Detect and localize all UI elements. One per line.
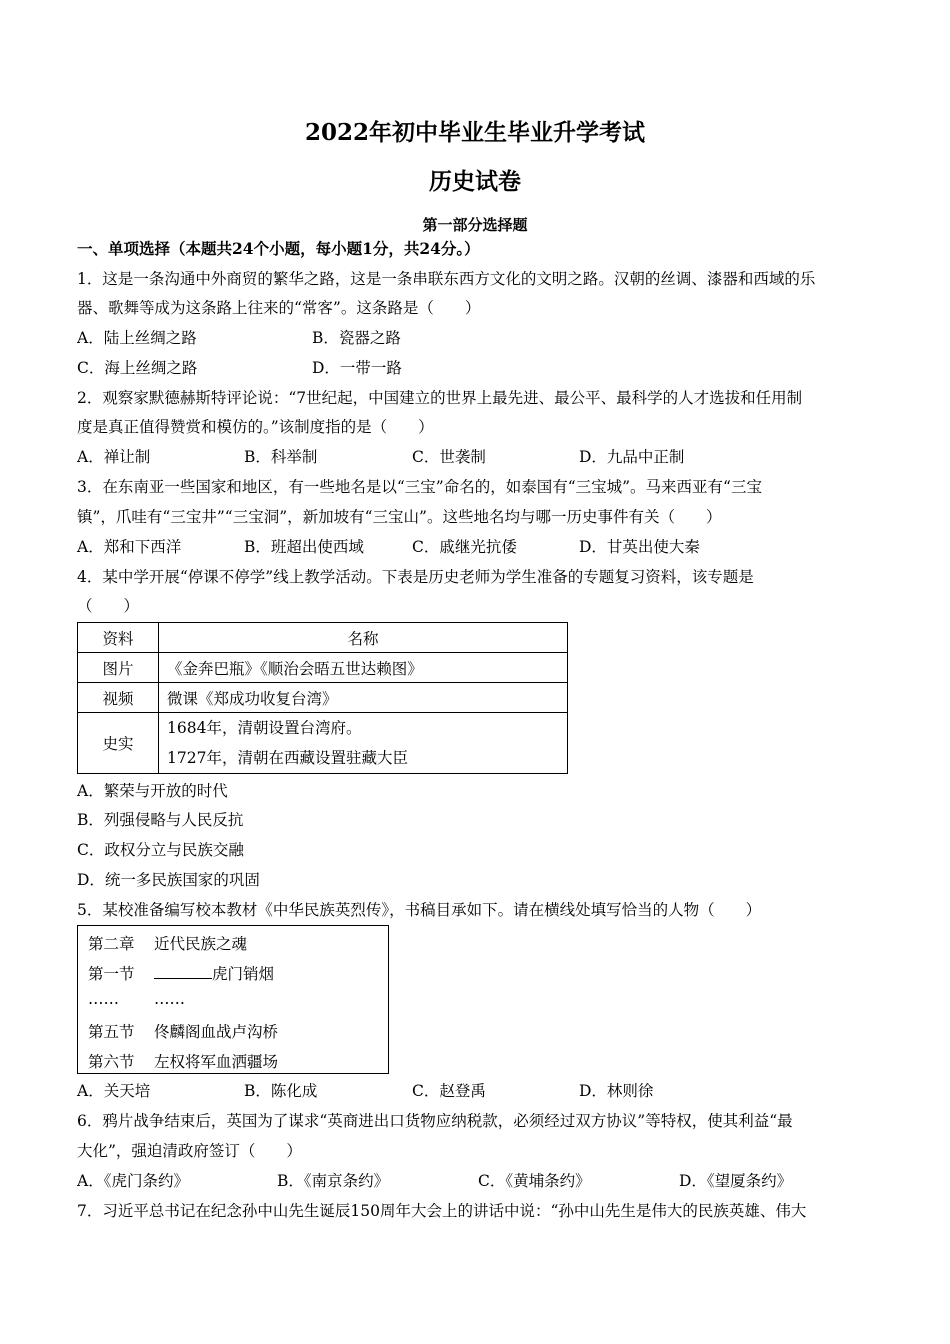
question-3-option-c: C．戚继光抗倭 bbox=[412, 538, 517, 556]
exam-title: 2022年初中毕业生毕业升学考试 bbox=[304, 119, 645, 146]
question-5-option-d: D．林则徐 bbox=[579, 1082, 654, 1100]
question-2-option-c: C．世袭制 bbox=[412, 448, 486, 466]
question-3-line-1: 3．在东南亚一些国家和地区，有一些地名是以“三宝”命名的，如泰国有“三宝城”。马来西亚有“三宝 bbox=[77, 478, 762, 496]
table-row bbox=[78, 623, 568, 653]
outline-row bbox=[88, 990, 185, 1008]
question-2-option-d: D．九品中正制 bbox=[579, 448, 685, 466]
table-row bbox=[78, 653, 568, 683]
table-cell-line: 1727年，清朝在西藏设置驻藏大臣 bbox=[167, 749, 408, 767]
table-cell bbox=[159, 713, 568, 774]
question-1-option-b: B．瓷器之路 bbox=[312, 329, 401, 347]
table-header-cell: 名称 bbox=[159, 623, 568, 653]
question-5-option-b: B．陈化成 bbox=[244, 1082, 318, 1100]
question-1-option-c: C．海上丝绸之路 bbox=[77, 359, 198, 377]
question-2-line-2: 度是真正值得赞赏和模仿的。”该制度指的是（ ） bbox=[77, 418, 434, 436]
table-cell: 视频 bbox=[78, 683, 159, 713]
question-4-line-1: 4．某中学开展“停课不停学”线上教学活动。下表是历史老师为学生准备的专题复习资料，该专题是 bbox=[77, 568, 754, 586]
table-cell-line: 1684年，清朝设置台湾府。 bbox=[167, 719, 362, 737]
table-cell: 图片 bbox=[78, 653, 159, 683]
question-6-option-a: A．《虎门条约》 bbox=[77, 1172, 189, 1190]
exam-subtitle: 历史试卷 bbox=[429, 168, 521, 195]
question-2-option-b: B．科举制 bbox=[244, 448, 318, 466]
outline-label: …… bbox=[88, 990, 119, 1008]
question-2-line-1: 2．观察家默德赫斯特评论说：“7世纪起，中国建立的世界上最先进、最公平、最科学的人才选拔和任用制 bbox=[77, 389, 803, 407]
question-3-option-b: B．班超出使西域 bbox=[244, 538, 364, 556]
outline-label: 第一节 bbox=[88, 965, 135, 983]
question-4-option-d: D．统一多民族国家的巩固 bbox=[77, 871, 260, 889]
section-heading: 一、单项选择（本题共24个小题，每小题1分，共24分。） bbox=[77, 239, 480, 258]
outline-label: 第二章 bbox=[88, 935, 135, 953]
outline-text: 佟麟阁血战卢沟桥 bbox=[154, 1023, 279, 1041]
outline-label: 第五节 bbox=[88, 1023, 135, 1041]
question-4-option-b: B．列强侵略与人民反抗 bbox=[77, 811, 244, 829]
question-2-option-a: A．禅让制 bbox=[77, 448, 151, 466]
outline-label: 第六节 bbox=[88, 1053, 135, 1071]
table-row bbox=[78, 683, 568, 713]
question-3-option-d: D．甘英出使大秦 bbox=[579, 538, 700, 556]
outline-row bbox=[88, 932, 248, 954]
question-6-line-1: 6．鸦片战争结束后，英国为了谋求“英商进出口货物应纳税款，必须经过双方协议”等特权，使其利益“最 bbox=[77, 1112, 793, 1130]
question-7-line-1: 7．习近平总书记在纪念孙中山先生诞辰150周年大会上的讲话中说：“孙中山先生是伟大的民族英雄、伟大 bbox=[77, 1202, 807, 1220]
question-6-option-d: D．《望厦条约》 bbox=[679, 1172, 793, 1190]
question-4-option-a: A．繁荣与开放的时代 bbox=[77, 782, 228, 800]
question-4-option-c: C．政权分立与民族交融 bbox=[77, 841, 244, 859]
outline-text-with-blank bbox=[154, 962, 274, 984]
table-cell: 微课《郑成功收复台湾》 bbox=[159, 683, 568, 713]
question-6-option-b: B．《南京条约》 bbox=[277, 1172, 390, 1190]
table-cell: 史实 bbox=[78, 713, 159, 774]
review-material-table bbox=[77, 622, 568, 774]
question-1-line-2: 器、歌舞等成为这条路上往来的“常客”。这条路是（ ） bbox=[77, 299, 481, 317]
book-outline-box bbox=[77, 925, 389, 1074]
question-1-line-1: 1．这是一条沟通中外商贸的繁华之路，这是一条串联东西方文化的文明之路。汉朝的丝调、漆器和西域的乐 bbox=[77, 270, 816, 288]
outline-row bbox=[88, 962, 275, 984]
question-4-line-2: （ ） bbox=[77, 597, 140, 615]
question-3-line-2: 镇”，爪哇有“三宝井”“三宝洞”，新加坡有“三宝山”。这些地名均与哪一历史事件有关（ ） bbox=[77, 508, 722, 526]
question-1-option-d: D．一带一路 bbox=[312, 359, 402, 377]
part-heading: 第一部分选择题 bbox=[422, 216, 528, 234]
question-3-option-a: A．郑和下西洋 bbox=[77, 538, 182, 556]
outline-text: 近代民族之魂 bbox=[154, 935, 248, 953]
question-5-option-c: C．赵登禹 bbox=[412, 1082, 486, 1100]
question-6-option-c: C．《黄埔条约》 bbox=[478, 1172, 591, 1190]
table-header-cell: 资料 bbox=[78, 623, 159, 653]
fill-blank bbox=[154, 964, 212, 979]
outline-row bbox=[88, 1050, 279, 1072]
table-row bbox=[78, 713, 568, 774]
outline-text: 左权将军血洒疆场 bbox=[154, 1053, 279, 1071]
question-1-option-a: A．陆上丝绸之路 bbox=[77, 329, 197, 347]
outline-text: …… bbox=[154, 990, 185, 1008]
question-6-line-2: 大化”，强迫清政府签订（ ） bbox=[77, 1142, 302, 1160]
question-5-option-a: A．关天培 bbox=[77, 1082, 151, 1100]
question-5-line-1: 5．某校准备编写校本教材《中华民族英烈传》，书稿目承如下。请在横线处填写恰当的人物（ ） bbox=[77, 901, 762, 919]
outline-row bbox=[88, 1020, 279, 1042]
outline-text: 虎门销烟 bbox=[212, 965, 275, 983]
table-cell: 《金奔巴瓶》《顺治会晤五世达赖图》 bbox=[159, 653, 568, 683]
